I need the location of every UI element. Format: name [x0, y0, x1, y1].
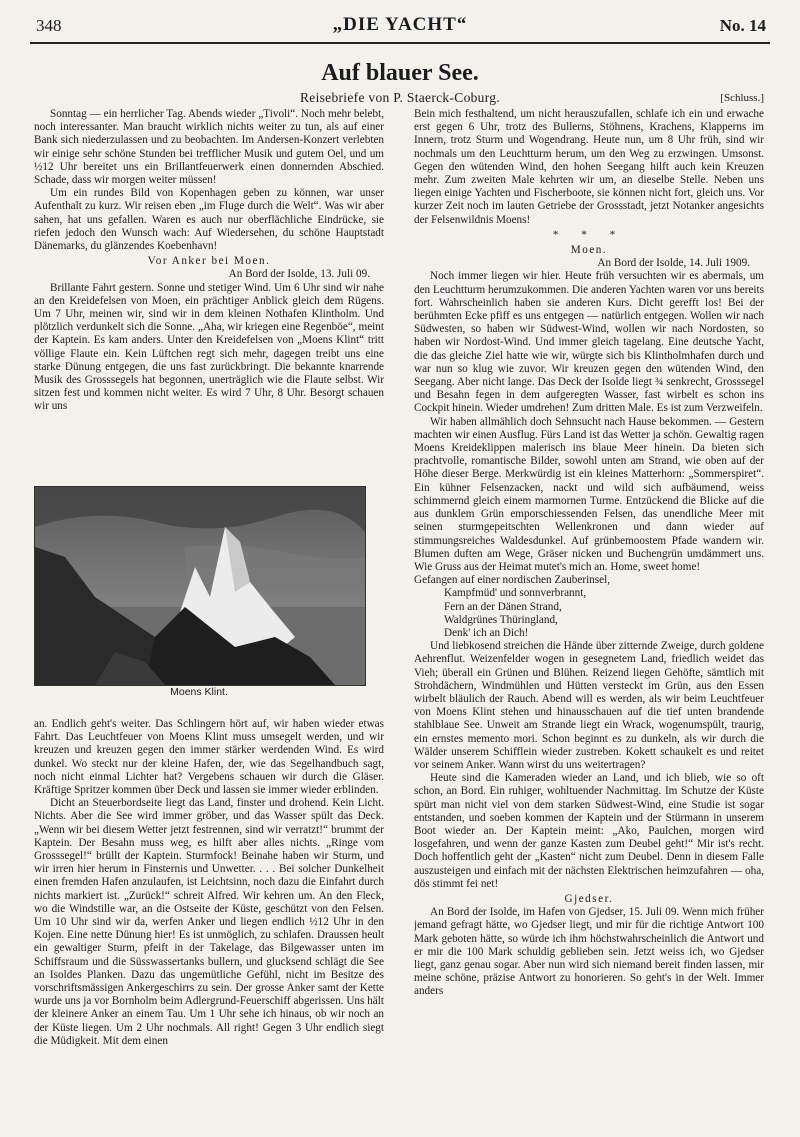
journal-title: „DIE YACHT“ [332, 14, 468, 35]
poem-line: Denk' ich an Dich! [444, 626, 529, 639]
left-column-bottom [34, 718, 384, 1128]
paragraph: An Bord der Isolde, im Hafen von Gjedser, 15. Juli 09. Wenn mich früher jemand gefragt hätte, wo Gjedser liegt, und mir für die richtige Antwort 100 Mark geboten hätte, so würde ich ihm höchstwahrscheinlich die Antwort und er mir die 100 Mark schuldig geblieben sein. Jetzt weiss ich, wo Gjedser liegt, ganz genau sogar. Aber nun wird sich niemand bereit finden lassen, mir meine schöne, präzise Antwort zu honorieren. So geht's in der Welt. Immer anders [414, 906, 764, 998]
paragraph: an. Endlich geht's weiter. Das Schlingern hört auf, wir haben wieder etwas Fahrt. Das Leuchtfeuer von Moens Klint muss umsegelt werden, und wir kreuzen und kreuzen gegen den immer stärker werdenden Wind. Es wird dunkel. Wo steckt nur der kleine Hafen, der, wie das Segelhandbuch sagt, noch nicht einmal Lichter hat? Vergebens schauen wir durch die Gläser. Kräftige Spritzer kommen über Deck und lassen sie immer wieder erblinden. [34, 718, 384, 797]
paragraph: Um ein rundes Bild von Kopenhagen geben zu können, war unser Aufenthalt zu kurz. Wir reisen eben „im Fluge durch die Welt“. Was wir aber sahen, hat uns gefallen. Waren es auch nur oberflächliche Eindrücke, sie riefen jedoch den Wunsch wach: Auf Wiedersehen, du schöne Hauptstadt Dänemarks, du glänzendes Koebenhavn! [34, 187, 384, 253]
dateline: An Bord der Isolde, 14. Juli 1909. [597, 257, 750, 270]
conclusion-marker: [Schluss.] [720, 92, 764, 104]
right-column [414, 108, 764, 1128]
poem-line: Kampfmüd' und sonnverbrannt, [444, 587, 587, 600]
paragraph: Dicht an Steuerbordseite liegt das Land, finster und drohend. Kein Licht. Nichts. Aber die See wird immer gröber, und das Wasser spült das Deck. „Wenn wir bei diesem Wetter jetzt festrennen, sind wir verratzt!“ brummt der Kaptein. Der Besahn muss weg, es hilft aber alles nichts. „Ringe vom Grosssegel!“ brüllt der Kaptein. Sturmfock! Beinahe haben wir Sturm, und wir irren hier herum in Finsternis und Unwetter. . . . Bei solcher Dunkelheit einen fremden Hafen anzulaufen, ist Leichtsinn, noch dazu die Einfahrt durch nichts markiert ist. „Zurück!“ schreit Alfred. Wir kehren um. An den Fleck, wo die Windstille war, an die Ostseite der Küste, geschützt von den Felsen. Um 10 Uhr sind wir da, werfen Anker und liegen endlich ½12 Uhr in den Kojen. Eine nette Dünung hier! Es ist unmöglich, zu schlafen. Draussen heult ein gewaltiger Sturm, pfeift in der Takelage, das Bilgewasser unten im Schiffsraum und die Süsswassertanks bullern, und glucksend schlägt die See an Isoldes Planken. Dazu das ungemütliche Gefühl, nicht im Besitze des vorschriftsmässigen Ankergeschirrs zu sein. Der grosse Anker samt der Kette wurde uns ja vor Bornholm beim Adlergrund-Feuerschiff abgerissen. Uns hält der kleinere Anker an einem Tau. Um 1 Uhr sehe ich hinaus, ob wir noch an der Küste liegen. Um 2 Uhr nochmals. All right! Gegen 3 Uhr endlich siegt die Müdigkeit. Mit dem einen [34, 797, 384, 1047]
page-number: 348 [36, 16, 62, 35]
article-title: Auf blauer See. [321, 60, 479, 86]
dateline: An Bord der Isolde, 13. Juli 09. [228, 268, 370, 281]
left-column-top [34, 108, 384, 480]
paragraph: Bein mich festhaltend, um nicht herauszufallen, schlafe ich ein und erwache erst gegen 6 Uhr, trotz des Bullerns, Stöhnens, Krachens, Klapperns im Innern, trotz Sturm und Wogendrang. Heute nun, um 8 Uhr früh, sind wir nochmals um den Leuchtturm herum, um den Weg zu erzwingen. Umsonst. Gegen den wütenden Wind, den hohen Seegang hilft auch kein Kreuzen mehr. Zum zweiten Male kehrten wir um, an dieselbe Stelle. Neben uns liegen einige Yachten und Fischerboote, sie können nicht fort, gleich uns. Vor kurzer Zeit noch im lauten Getriebe der Grossstadt, jetzt Notanker angesichts der Felsenwildnis Moens! [414, 108, 764, 226]
paragraph: Brillante Fahrt gestern. Sonne und stetiger Wind. Um 6 Uhr sind wir nahe an den Kreidefelsen von Moen, ein prächtiger Anblick gleich dem Rügens. Um 7 Uhr, meinen wir, sind wir in dem kleinen Nothafen Klintholm. Und plötzlich verdunkelt sich die Sonne. „Aha, wir kriegen eine Regenböe“, meint der Kaptein. Es kam anders. Unter den Kreidefelsen von „Moens Klint“ tritt völlige Flaute ein. Kein Lüftchen regt sich mehr, dagegen treibt uns eine starke Dünung entgegen, die uns fast zurückbringt. Die bekannte knarrende Musik des Grosssegels hat begonnen, unerträglich wie die Flaute selbst. Wir sitzen fest und kommen nicht weiter. Es wird 7 Uhr, 8 Uhr. Besorgt schauen wir uns [34, 281, 384, 413]
issue-number: No. 14 [719, 16, 766, 35]
poem-line: Gefangen auf einer nordischen Zauberinsel, [414, 574, 611, 587]
paragraph: Wir haben allmählich doch Sehnsucht nach Hause bekommen. — Gestern machten wir einen Ausflug. Fürs Land ist das Wetter ja schön. Gewaltig ragen Moens Kreideklippen malerisch ins blaue Meer hinein. Da bieten sich prachtvolle, romantische Bilder, sowohl unten am Strand, wie oben auf der Höhe dieser Berge. Merkwürdig ist ein kleines Matterhorn: „Sommerspiret“. Ein kühner Felsenzacken, nackt und wild sich aufbäumend, weiss schimmernd gleich einem marmornen Turme. Entzückend die Blicke auf die aus dunklem Grün emporschiessenden Felsen, das unendliche Meer mit seinen sturmgepeitschten Wellenkronen und dann wieder auf stimmungsreiches Waldesdunkel. Auf grünbemoostem Pfade wandern wir. Blumen duften am Wege, Gräser nicken und Buchengrün umdämmert uns. Wie Gruss aus der Heimat mutet's mich an. Home, sweet home! [414, 415, 764, 573]
paragraph: Und liebkosend streichen die Hände über zitternde Zweige, durch goldene Aehrenflut. Weizenfelder wogen in gesegnetem Land, friedlich weidet das Vieh; überall ein Grünen und Blühen. Reizend liegen Gehöfte, sämtlich mit Strohdächern, Windmühlen und Hütten versteckt im Grün, aus den Essen wirbelt bläulich der Rauch. Abend will es werden, als wir beim Leuchtfeuer von Moens Klint stehen und hinausschauen auf die tief unten brandende stahlblaue See. Unweit am Strande liegt ein Wrack, wogenumspült, traurig, ein ernstes memento mori. Schon beginnt es zu dunkeln, als wir durch die Wälder unserem Schifflein wieder zustreben. Kokett schaukelt es und reitet vor seinem Anker. Wann wirst du uns weitertragen? [414, 640, 764, 771]
section-heading: Vor Anker bei Moen. [147, 255, 271, 268]
poem-line: Waldgrünes Thüringland, [444, 613, 558, 626]
paragraph: Noch immer liegen wir hier. Heute früh versuchten wir es abermals, um den Leuchtturm herumzukommen. Die anderen Yachten waren vor uns bereits fort. Wahrscheinlich haben sie anderen Kurs. Dicht gerefft los! Bei der berühmten Ecke pfiff es uns entgegen — natürlich entgegen. Wollen wir nach Südwesten, so haben wir Südwest-Wind, wollen wir nach Nordosten, so haben wir Nordost-Wind. Und immer gleich tagelang. Eine deutsche Yacht, die das gleiche Ziel hatte wie wir, würgte sich bis Klintholmhafen durch und war nun so klug wie zuvor. Wir kreuzen gegen den wütenden Wind, den Seegang. Aber nicht lange. Das Deck der Isolde liegt ¾ senkrecht, Grosssegel und Besahn fegen in dem aufgeregten Wasser, fast wirbelt es schon ins Cockpit hinein. Wieder umdrehen! Zum dritten Male. Es ist zum Verzweifeln. [414, 270, 764, 415]
page-header [30, 12, 770, 44]
section-divider: * * * [552, 228, 626, 241]
cliff-illustration [35, 487, 365, 685]
paragraph: Sonntag — ein herrlicher Tag. Abends wieder „Tivoli“. Noch mehr belebt, noch interessanter. Man braucht wirklich nichts weiter zu tun, als auf einer Bank sich niederzulassen und zu beobachten. Im Andersen-Konzert verlebten wir einige sehr schöne Stunden bei trefflicher Musik und gutem Oel, und um ½12 Uhr bereitet uns ein Brillantfeuerwerk einen donnernden Abschied. Schade, dass wir morgen weiter müssen! [34, 108, 384, 187]
paragraph: Heute sind die Kameraden wieder an Land, und ich blieb, wie so oft schon, an Bord. Ein ruhiger, wohltuender Nachmittag. Im Schutze der Küste spürt man nicht viel von dem starken Südwest-Wind, eine Studie ist sogar entstanden, und soeben kommen der Kaptein und der Stürmann in unserem Boot wieder an. Der Kaptein meint: „Ako, Paulchen, morgen wird losgefahren, und wenn der ganze Kasten zum Deubel geht!“ Mir ist's recht. Doch hoffentlich geht der „Kasten“ nicht zum Deubel. Denn in diesem Falle auszusteigen und einfach mit der nächsten Elektrischen heimzufahren — oha, dös stimmt fei net! [414, 772, 764, 890]
photo-caption: Moens Klint. [170, 686, 228, 698]
poem-line: Fern an der Dänen Strand, [444, 600, 562, 613]
section-heading: Gjedser. [564, 892, 614, 905]
photo-moens-klint [34, 486, 366, 686]
section-heading: Moen. [570, 244, 608, 257]
poem [414, 574, 764, 640]
article-subtitle: Reisebriefe von P. Staerck-Coburg. [299, 90, 501, 105]
